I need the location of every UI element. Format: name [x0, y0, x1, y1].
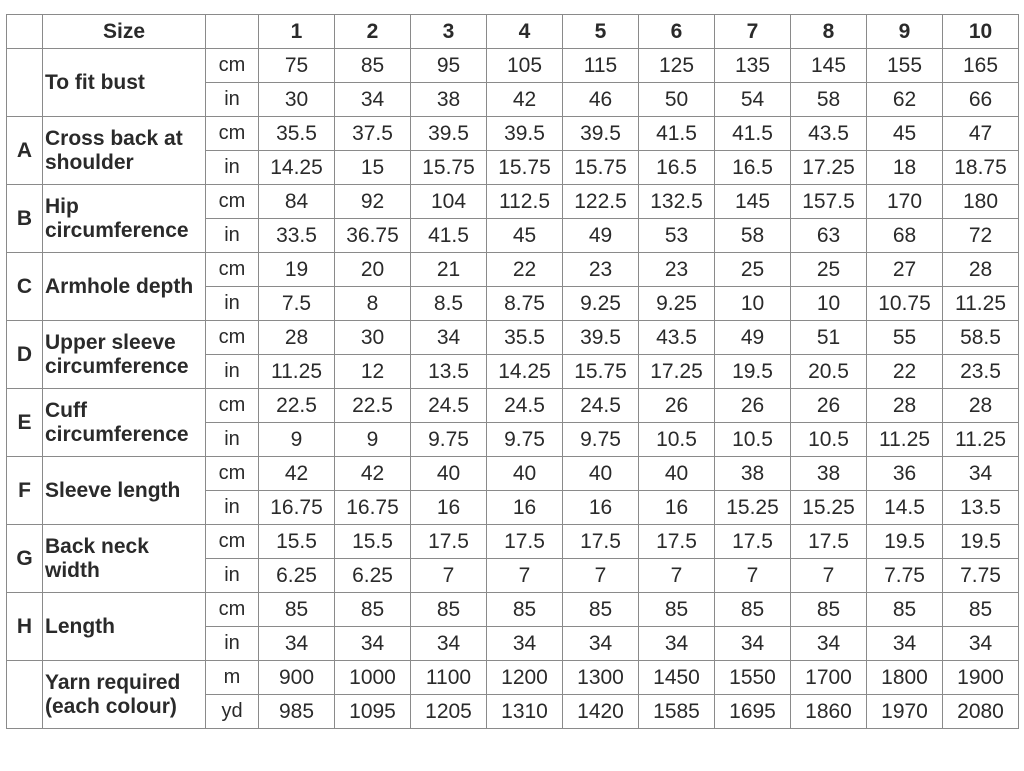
- value-cell: 34: [335, 83, 411, 117]
- value-cell: 145: [791, 49, 867, 83]
- value-cell: 85: [867, 593, 943, 627]
- value-cell: 8.5: [411, 287, 487, 321]
- measurement-letter: E: [7, 389, 43, 457]
- value-cell: 34: [943, 627, 1019, 661]
- value-cell: 19: [259, 253, 335, 287]
- value-cell: 170: [867, 185, 943, 219]
- value-cell: 155: [867, 49, 943, 83]
- value-cell: 34: [715, 627, 791, 661]
- value-cell: 26: [715, 389, 791, 423]
- value-cell: 900: [259, 661, 335, 695]
- value-cell: 42: [335, 457, 411, 491]
- unit-cell: in: [206, 491, 259, 525]
- unit-cell: cm: [206, 389, 259, 423]
- measurement-letter: F: [7, 457, 43, 525]
- size-column-header: 9: [867, 15, 943, 49]
- value-cell: 16.5: [639, 151, 715, 185]
- value-cell: 34: [335, 627, 411, 661]
- value-cell: 135: [715, 49, 791, 83]
- value-cell: 23: [639, 253, 715, 287]
- value-cell: 157.5: [791, 185, 867, 219]
- value-cell: 16.75: [259, 491, 335, 525]
- value-cell: 66: [943, 83, 1019, 117]
- value-cell: 7: [791, 559, 867, 593]
- value-cell: 17.5: [487, 525, 563, 559]
- unit-cell: in: [206, 627, 259, 661]
- value-cell: 43.5: [791, 117, 867, 151]
- size-chart-table: [6, 14, 1019, 729]
- value-cell: 18: [867, 151, 943, 185]
- value-cell: 17.25: [639, 355, 715, 389]
- value-cell: 50: [639, 83, 715, 117]
- value-cell: 180: [943, 185, 1019, 219]
- value-cell: 145: [715, 185, 791, 219]
- value-cell: 14.5: [867, 491, 943, 525]
- table-body: [7, 49, 1019, 729]
- table-row: [7, 457, 1019, 491]
- value-cell: 15.25: [715, 491, 791, 525]
- value-cell: 22.5: [335, 389, 411, 423]
- table-row: [7, 593, 1019, 627]
- table-row: [7, 117, 1019, 151]
- value-cell: 1695: [715, 695, 791, 729]
- measurement-letter: C: [7, 253, 43, 321]
- value-cell: 105: [487, 49, 563, 83]
- value-cell: 24.5: [563, 389, 639, 423]
- value-cell: 17.5: [563, 525, 639, 559]
- value-cell: 84: [259, 185, 335, 219]
- unit-cell: m: [206, 661, 259, 695]
- value-cell: 85: [259, 593, 335, 627]
- value-cell: 85: [563, 593, 639, 627]
- table-row: [7, 321, 1019, 355]
- value-cell: 35.5: [487, 321, 563, 355]
- value-cell: 58: [791, 83, 867, 117]
- measurement-letter: A: [7, 117, 43, 185]
- value-cell: 13.5: [411, 355, 487, 389]
- value-cell: 41.5: [715, 117, 791, 151]
- value-cell: 9: [335, 423, 411, 457]
- value-cell: 9.25: [563, 287, 639, 321]
- value-cell: 1300: [563, 661, 639, 695]
- measurement-label: To fit bust: [43, 49, 206, 117]
- value-cell: 15.5: [335, 525, 411, 559]
- value-cell: 15.5: [259, 525, 335, 559]
- value-cell: 10: [791, 287, 867, 321]
- value-cell: 24.5: [411, 389, 487, 423]
- value-cell: 1550: [715, 661, 791, 695]
- value-cell: 36: [867, 457, 943, 491]
- value-cell: 34: [563, 627, 639, 661]
- table-row: [7, 253, 1019, 287]
- value-cell: 13.5: [943, 491, 1019, 525]
- value-cell: 1450: [639, 661, 715, 695]
- value-cell: 1205: [411, 695, 487, 729]
- value-cell: 34: [411, 321, 487, 355]
- value-cell: 26: [639, 389, 715, 423]
- size-header-label: Size: [43, 15, 206, 49]
- value-cell: 51: [791, 321, 867, 355]
- value-cell: 34: [943, 457, 1019, 491]
- value-cell: 10.75: [867, 287, 943, 321]
- measurement-letter: B: [7, 185, 43, 253]
- unit-cell: cm: [206, 525, 259, 559]
- value-cell: 28: [943, 253, 1019, 287]
- header-unit-blank-cell: [206, 15, 259, 49]
- value-cell: 20.5: [791, 355, 867, 389]
- unit-cell: in: [206, 83, 259, 117]
- value-cell: 68: [867, 219, 943, 253]
- value-cell: 1970: [867, 695, 943, 729]
- measurement-label: Sleeve length: [43, 457, 206, 525]
- measurement-label: Back neck width: [43, 525, 206, 593]
- size-column-header: 7: [715, 15, 791, 49]
- value-cell: 104: [411, 185, 487, 219]
- measurement-label: Upper sleeve circumference: [43, 321, 206, 389]
- value-cell: 16: [487, 491, 563, 525]
- size-column-header: 6: [639, 15, 715, 49]
- value-cell: 42: [487, 83, 563, 117]
- measurement-letter: D: [7, 321, 43, 389]
- value-cell: 39.5: [563, 321, 639, 355]
- value-cell: 85: [715, 593, 791, 627]
- value-cell: 15.25: [791, 491, 867, 525]
- value-cell: 17.5: [715, 525, 791, 559]
- value-cell: 33.5: [259, 219, 335, 253]
- value-cell: 37.5: [335, 117, 411, 151]
- value-cell: 35.5: [259, 117, 335, 151]
- value-cell: 41.5: [639, 117, 715, 151]
- measurement-label: Armhole depth: [43, 253, 206, 321]
- value-cell: 49: [563, 219, 639, 253]
- unit-cell: in: [206, 355, 259, 389]
- value-cell: 62: [867, 83, 943, 117]
- value-cell: 34: [411, 627, 487, 661]
- value-cell: 1000: [335, 661, 411, 695]
- value-cell: 165: [943, 49, 1019, 83]
- value-cell: 40: [563, 457, 639, 491]
- value-cell: 20: [335, 253, 411, 287]
- value-cell: 85: [943, 593, 1019, 627]
- value-cell: 24.5: [487, 389, 563, 423]
- value-cell: 92: [335, 185, 411, 219]
- value-cell: 34: [791, 627, 867, 661]
- value-cell: 23.5: [943, 355, 1019, 389]
- value-cell: 85: [335, 593, 411, 627]
- value-cell: 26: [791, 389, 867, 423]
- value-cell: 28: [943, 389, 1019, 423]
- value-cell: 40: [411, 457, 487, 491]
- value-cell: 16: [639, 491, 715, 525]
- value-cell: 10.5: [715, 423, 791, 457]
- value-cell: 7.75: [867, 559, 943, 593]
- value-cell: 11.25: [867, 423, 943, 457]
- value-cell: 34: [639, 627, 715, 661]
- value-cell: 16: [411, 491, 487, 525]
- unit-cell: cm: [206, 457, 259, 491]
- value-cell: 85: [791, 593, 867, 627]
- value-cell: 7: [639, 559, 715, 593]
- value-cell: 112.5: [487, 185, 563, 219]
- value-cell: 2080: [943, 695, 1019, 729]
- value-cell: 7: [411, 559, 487, 593]
- value-cell: 45: [867, 117, 943, 151]
- value-cell: 115: [563, 49, 639, 83]
- unit-cell: in: [206, 423, 259, 457]
- value-cell: 85: [487, 593, 563, 627]
- measurement-letter: G: [7, 525, 43, 593]
- value-cell: 1860: [791, 695, 867, 729]
- value-cell: 1700: [791, 661, 867, 695]
- size-column-header: 5: [563, 15, 639, 49]
- value-cell: 25: [715, 253, 791, 287]
- value-cell: 19.5: [715, 355, 791, 389]
- header-blank-cell: [7, 15, 43, 49]
- value-cell: 15.75: [563, 151, 639, 185]
- unit-cell: in: [206, 219, 259, 253]
- value-cell: 36.75: [335, 219, 411, 253]
- value-cell: 22.5: [259, 389, 335, 423]
- value-cell: 132.5: [639, 185, 715, 219]
- value-cell: 7: [563, 559, 639, 593]
- value-cell: 985: [259, 695, 335, 729]
- value-cell: 75: [259, 49, 335, 83]
- value-cell: 85: [639, 593, 715, 627]
- value-cell: 40: [639, 457, 715, 491]
- value-cell: 85: [411, 593, 487, 627]
- value-cell: 17.5: [639, 525, 715, 559]
- size-column-header: 1: [259, 15, 335, 49]
- size-column-header: 8: [791, 15, 867, 49]
- value-cell: 30: [259, 83, 335, 117]
- value-cell: 11.25: [943, 423, 1019, 457]
- value-cell: 6.25: [259, 559, 335, 593]
- value-cell: 9: [259, 423, 335, 457]
- value-cell: 122.5: [563, 185, 639, 219]
- value-cell: 1200: [487, 661, 563, 695]
- table-row: [7, 525, 1019, 559]
- value-cell: 1100: [411, 661, 487, 695]
- value-cell: 54: [715, 83, 791, 117]
- value-cell: 1800: [867, 661, 943, 695]
- value-cell: 10.5: [791, 423, 867, 457]
- value-cell: 49: [715, 321, 791, 355]
- table-row: [7, 389, 1019, 423]
- value-cell: 1095: [335, 695, 411, 729]
- value-cell: 7.5: [259, 287, 335, 321]
- unit-cell: cm: [206, 321, 259, 355]
- value-cell: 15.75: [563, 355, 639, 389]
- value-cell: 14.25: [487, 355, 563, 389]
- measurement-letter: [7, 661, 43, 729]
- value-cell: 7: [487, 559, 563, 593]
- value-cell: 38: [715, 457, 791, 491]
- value-cell: 9.25: [639, 287, 715, 321]
- value-cell: 17.25: [791, 151, 867, 185]
- value-cell: 63: [791, 219, 867, 253]
- value-cell: 11.25: [259, 355, 335, 389]
- unit-cell: cm: [206, 593, 259, 627]
- value-cell: 38: [791, 457, 867, 491]
- value-cell: 40: [487, 457, 563, 491]
- value-cell: 17.5: [411, 525, 487, 559]
- value-cell: 9.75: [487, 423, 563, 457]
- unit-cell: cm: [206, 185, 259, 219]
- header-row: [7, 15, 1019, 49]
- value-cell: 16: [563, 491, 639, 525]
- value-cell: 18.75: [943, 151, 1019, 185]
- value-cell: 34: [867, 627, 943, 661]
- value-cell: 9.75: [563, 423, 639, 457]
- measurement-label: Yarn required (each colour): [43, 661, 206, 729]
- unit-cell: in: [206, 559, 259, 593]
- value-cell: 42: [259, 457, 335, 491]
- value-cell: 85: [335, 49, 411, 83]
- value-cell: 7: [715, 559, 791, 593]
- value-cell: 53: [639, 219, 715, 253]
- value-cell: 16.5: [715, 151, 791, 185]
- value-cell: 39.5: [487, 117, 563, 151]
- value-cell: 22: [867, 355, 943, 389]
- measurement-label: Cuff circumference: [43, 389, 206, 457]
- value-cell: 1585: [639, 695, 715, 729]
- value-cell: 1900: [943, 661, 1019, 695]
- value-cell: 30: [335, 321, 411, 355]
- measurement-label: Cross back at shoulder: [43, 117, 206, 185]
- value-cell: 14.25: [259, 151, 335, 185]
- value-cell: 8.75: [487, 287, 563, 321]
- size-column-header: 2: [335, 15, 411, 49]
- value-cell: 47: [943, 117, 1019, 151]
- value-cell: 7.75: [943, 559, 1019, 593]
- value-cell: 12: [335, 355, 411, 389]
- value-cell: 27: [867, 253, 943, 287]
- value-cell: 15: [335, 151, 411, 185]
- unit-cell: cm: [206, 49, 259, 83]
- value-cell: 8: [335, 287, 411, 321]
- value-cell: 41.5: [411, 219, 487, 253]
- value-cell: 15.75: [411, 151, 487, 185]
- value-cell: 10.5: [639, 423, 715, 457]
- value-cell: 125: [639, 49, 715, 83]
- value-cell: 1310: [487, 695, 563, 729]
- value-cell: 28: [259, 321, 335, 355]
- value-cell: 15.75: [487, 151, 563, 185]
- value-cell: 45: [487, 219, 563, 253]
- value-cell: 58: [715, 219, 791, 253]
- size-column-header: 3: [411, 15, 487, 49]
- value-cell: 10: [715, 287, 791, 321]
- measurement-label: Hip circumference: [43, 185, 206, 253]
- value-cell: 72: [943, 219, 1019, 253]
- value-cell: 9.75: [411, 423, 487, 457]
- value-cell: 43.5: [639, 321, 715, 355]
- value-cell: 95: [411, 49, 487, 83]
- value-cell: 23: [563, 253, 639, 287]
- unit-cell: in: [206, 151, 259, 185]
- size-column-header: 10: [943, 15, 1019, 49]
- measurement-letter: [7, 49, 43, 117]
- value-cell: 58.5: [943, 321, 1019, 355]
- value-cell: 17.5: [791, 525, 867, 559]
- unit-cell: cm: [206, 253, 259, 287]
- value-cell: 55: [867, 321, 943, 355]
- unit-cell: cm: [206, 117, 259, 151]
- value-cell: 39.5: [563, 117, 639, 151]
- table-row: [7, 661, 1019, 695]
- size-column-header: 4: [487, 15, 563, 49]
- value-cell: 34: [259, 627, 335, 661]
- value-cell: 6.25: [335, 559, 411, 593]
- value-cell: 19.5: [943, 525, 1019, 559]
- value-cell: 19.5: [867, 525, 943, 559]
- value-cell: 11.25: [943, 287, 1019, 321]
- unit-cell: yd: [206, 695, 259, 729]
- unit-cell: in: [206, 287, 259, 321]
- value-cell: 34: [487, 627, 563, 661]
- value-cell: 21: [411, 253, 487, 287]
- table-header: [7, 15, 1019, 49]
- value-cell: 46: [563, 83, 639, 117]
- measurement-label: Length: [43, 593, 206, 661]
- value-cell: 25: [791, 253, 867, 287]
- value-cell: 28: [867, 389, 943, 423]
- value-cell: 16.75: [335, 491, 411, 525]
- value-cell: 39.5: [411, 117, 487, 151]
- value-cell: 38: [411, 83, 487, 117]
- table-row: [7, 49, 1019, 83]
- measurement-letter: H: [7, 593, 43, 661]
- value-cell: 22: [487, 253, 563, 287]
- table-row: [7, 185, 1019, 219]
- value-cell: 1420: [563, 695, 639, 729]
